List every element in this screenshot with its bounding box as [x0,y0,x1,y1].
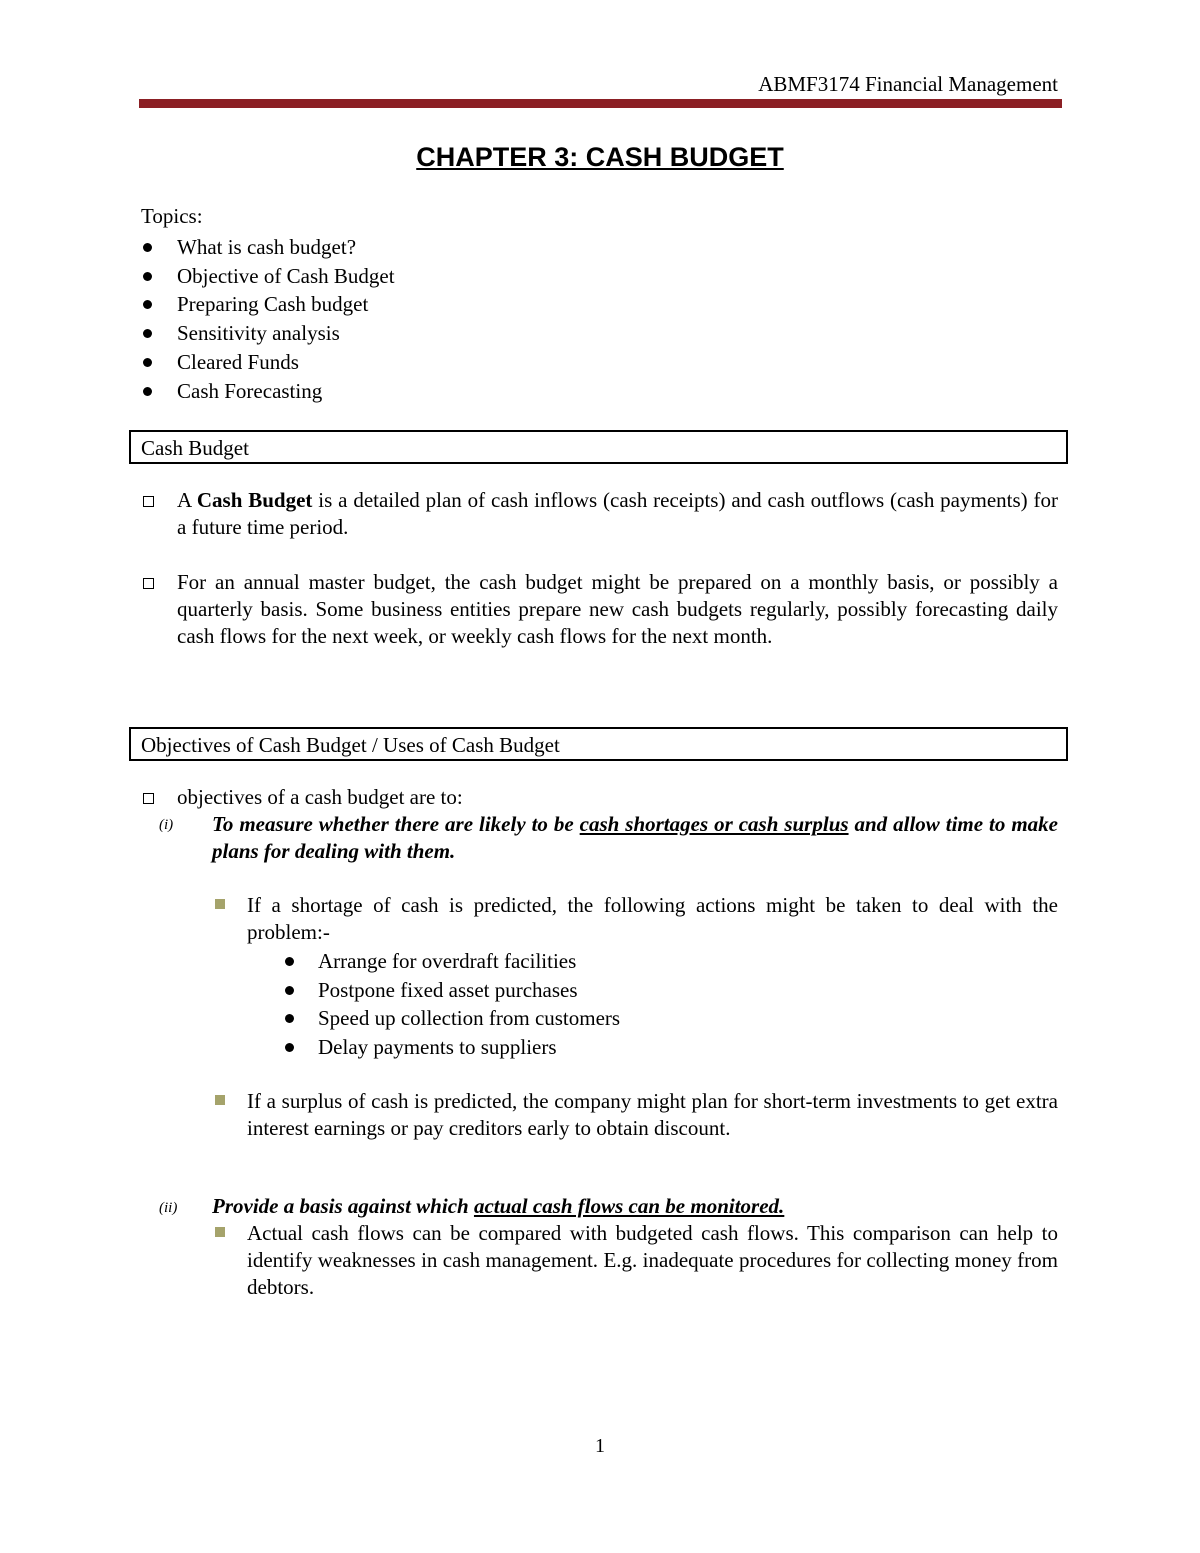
list-item: Cash Forecasting [141,377,395,406]
topics-list [141,233,395,405]
square-bullet-icon [143,496,154,507]
list-item: Sensitivity analysis [141,319,395,348]
page-number: 1 [595,1435,605,1457]
objective-numeral-ii: (ii) [159,1200,178,1216]
bullet-icon [143,272,152,281]
shortage-actions-list [283,947,620,1062]
bullet-icon [143,243,152,252]
square-bullet-icon [143,793,154,804]
chapter-title: CHAPTER 3: CASH BUDGET [416,142,784,172]
list-item: Postpone fixed asset purchases [283,976,620,1005]
bullet-icon [143,329,152,338]
cash-budget-definition: A Cash Budget is a detailed plan of cash inflows (cash receipts) and cash outflows (cash payments) for a future time period. [141,487,1058,541]
shortage-item: If a shortage of cash is predicted, the following actions might be taken to deal with the problem:- [215,892,1058,946]
bullet-icon [285,1014,294,1023]
list-item: Preparing Cash budget [141,290,395,319]
section-heading-objectives: Objectives of Cash Budget / Uses of Cash Budget [129,727,1068,761]
bullet-icon [143,387,152,396]
list-item: Objective of Cash Budget [141,262,395,291]
objectives-intro: objectives of a cash budget are to: [141,784,1058,811]
bullet-icon [143,300,152,309]
objective-1: To measure whether there are likely to be cash shortages or cash surplus and allow time to make plans for dealing with them. [212,812,1058,863]
list-item: Cleared Funds [141,348,395,377]
square-bullet-icon [215,1095,225,1105]
list-item: Speed up collection from customers [283,1004,620,1033]
surplus-item: If a surplus of cash is predicted, the company might plan for short-term investments to get extra interest earnings or pay creditors early to obtain discount. [215,1088,1058,1142]
bullet-icon [285,957,294,966]
document-header: ABMF3174 Financial Management [758,72,1058,96]
topics-label: Topics: [141,204,203,228]
square-bullet-icon [215,1227,225,1237]
header-rule [139,99,1062,108]
square-bullet-icon [143,578,154,589]
cash-budget-frequency: For an annual master budget, the cash budget might be prepared on a monthly basis, or possibly a quarterly basis. Some business entities prepare new cash budgets regularly, possibly forecasting daily cash flows for the next week, or weekly cash flows for the next month. [141,569,1058,650]
bullet-icon [143,358,152,367]
list-item: What is cash budget? [141,233,395,262]
bullet-icon [285,1043,294,1052]
section-heading-cash-budget: Cash Budget [129,430,1068,464]
list-item: Arrange for overdraft facilities [283,947,620,976]
objective-2: Provide a basis against which actual cash flows can be monitored. [212,1194,785,1218]
square-bullet-icon [215,899,225,909]
list-item: Delay payments to suppliers [283,1033,620,1062]
monitoring-item: Actual cash flows can be compared with budgeted cash flows. This comparison can help to identify weaknesses in cash management. E.g. inadequate procedures for collecting money from debtors. [215,1220,1058,1301]
bullet-icon [285,986,294,995]
objective-numeral-i: (i) [159,817,174,833]
